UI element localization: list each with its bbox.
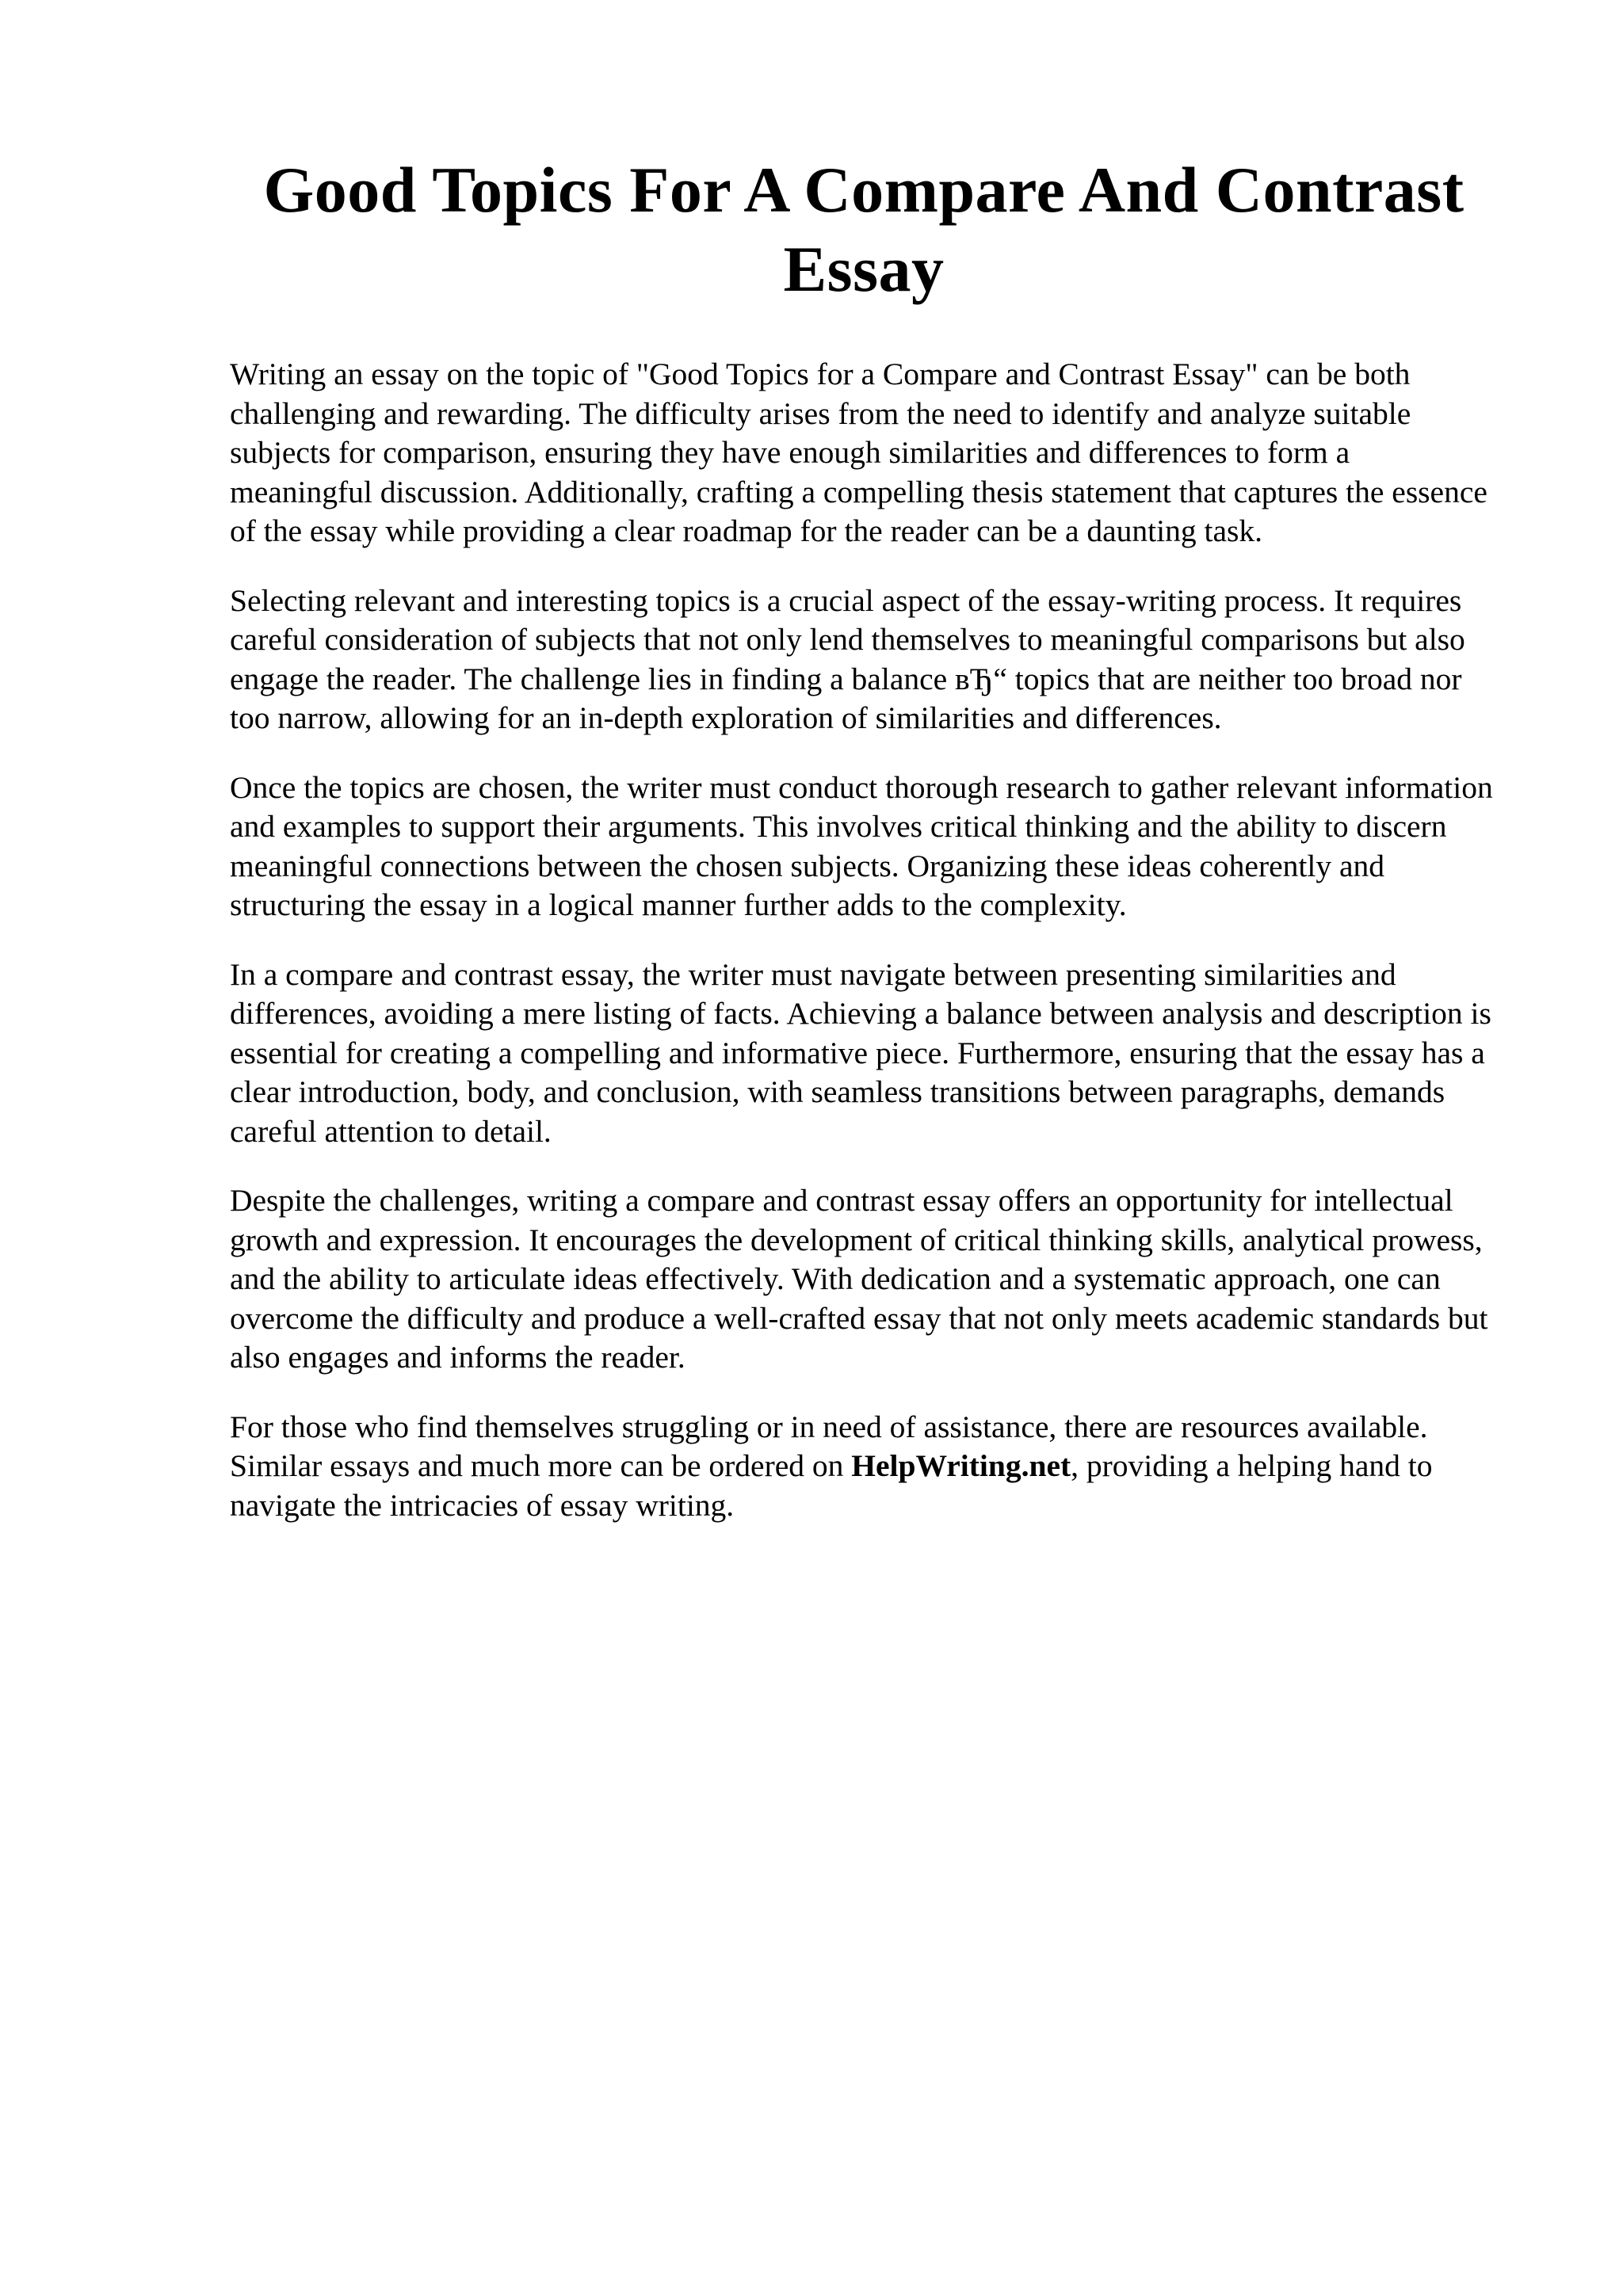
paragraph-1: Writing an essay on the topic of "Good Topics for a Compare and Contrast Essay" can be both challenging and rewarding. The difficulty arises from the need to identify and analyze suitable subjects for comparison, ensuring they have enough similarities and differences to form a meaningful discussion. Additionally, crafting a compelling thesis statement that captures the essence of the essay while providing a clear roadmap for the reader can be a daunting task. [230, 357, 1487, 548]
paragraph-4: In a compare and contrast essay, the writer must navigate between presenting similarities and differences, avoiding a mere listing of facts. Achieving a balance between analysis and description is essential for creating a compelling and informative piece. Furthermore, ensuring that the essay has a clear introduction, body, and conclusion, with seamless transitions between paragraphs, demands careful attention to detail. [230, 956, 1491, 1149]
closing-text-after: , providing a helping hand to navigate the intricacies of essay writing. [230, 1448, 1433, 1523]
paragraph-3: Once the topics are chosen, the writer must conduct thorough research to gather relevant information and examples to support their arguments. This involves critical thinking and the ability to discern meaningful connections between the chosen subjects. Organizing these ideas coherently and structuring the essay in a logical manner further adds to the complexity. [230, 769, 1493, 922]
closing-paragraph [230, 1408, 1498, 1526]
paragraph-2: Selecting relevant and interesting topics is a crucial aspect of the essay-writing process. It requires careful consideration of subjects that not only lend themselves to meaningful comparisons but also engage the reader. The challenge lies in finding a balance вЂ“ topics that are neither too broad nor too narrow, allowing for an in-depth exploration of similarities and differences. [230, 582, 1465, 735]
closing-text-before: For those who find themselves struggling or in need of assistance, there are resources available. Similar essays and much more can be ordered on [230, 1409, 1428, 1483]
document-page [230, 151, 1498, 1555]
paragraph-5: Despite the challenges, writing a compare and contrast essay offers an opportunity for intellectual growth and expression. It encourages the development of critical thinking skills, analytical prowess, and the ability to articulate ideas effectively. With dedication and a systematic approach, one can overcome the difficulty and produce a well-crafted essay that not only meets academic standards but also engages and informs the reader. [230, 1183, 1488, 1375]
document-title: Good Topics For A Compare And Contrast Essay [263, 154, 1465, 305]
helpwriting-brand-text: HelpWriting.net [851, 1448, 1071, 1483]
